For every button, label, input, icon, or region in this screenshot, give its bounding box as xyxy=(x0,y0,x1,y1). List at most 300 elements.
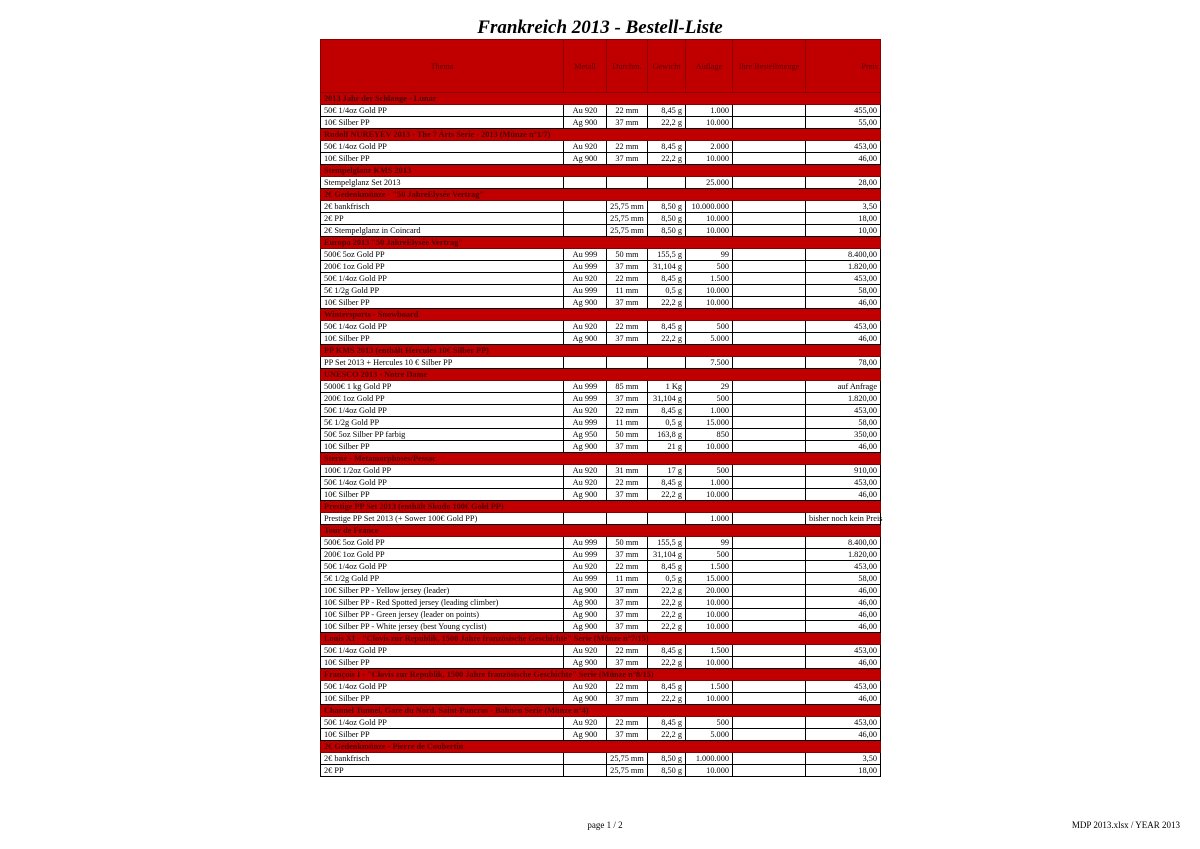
cell-durchmesser: 37 mm xyxy=(607,261,648,273)
cell-durchmesser: 50 mm xyxy=(607,429,648,441)
table-row xyxy=(321,561,881,573)
cell-metall: Au 999 xyxy=(564,381,607,393)
cell-gewicht: 8,50 g xyxy=(648,225,686,237)
cell-durchmesser: 25,75 mm xyxy=(607,765,648,777)
cell-durchmesser: 37 mm xyxy=(607,153,648,165)
table-row xyxy=(321,597,881,609)
cell-gewicht: 22,2 g xyxy=(648,621,686,633)
cell-preis: 28,00 xyxy=(806,177,881,189)
cell-auflage: 20.000 xyxy=(686,585,733,597)
cell-metall: Au 920 xyxy=(564,465,607,477)
cell-gewicht: 8,50 g xyxy=(648,753,686,765)
cell-thema: 10€ Silber PP xyxy=(321,333,564,345)
table-row xyxy=(321,585,881,597)
cell-thema: Prestige PP Set 2013 (+ Sower 100€ Gold PP) xyxy=(321,513,564,525)
cell-bestellmenge xyxy=(733,177,806,189)
table-row xyxy=(321,297,881,309)
cell-metall xyxy=(564,213,607,225)
cell-durchmesser: 25,75 mm xyxy=(607,753,648,765)
cell-gewicht: 8,45 g xyxy=(648,645,686,657)
section-title: 2€ Gedenkmünze - Pierre de Coubertin xyxy=(321,741,881,753)
cell-durchmesser: 22 mm xyxy=(607,273,648,285)
section-header-row xyxy=(321,93,881,105)
cell-thema: 5€ 1/2g Gold PP xyxy=(321,417,564,429)
cell-preis: 8.400,00 xyxy=(806,249,881,261)
cell-preis: 1.820,00 xyxy=(806,549,881,561)
cell-bestellmenge xyxy=(733,537,806,549)
cell-bestellmenge xyxy=(733,465,806,477)
table-row xyxy=(321,225,881,237)
cell-gewicht: 22,2 g xyxy=(648,489,686,501)
table-row xyxy=(321,753,881,765)
cell-preis: 46,00 xyxy=(806,153,881,165)
cell-thema: 50€ 1/4oz Gold PP xyxy=(321,105,564,117)
cell-bestellmenge xyxy=(733,321,806,333)
cell-metall: Au 999 xyxy=(564,573,607,585)
cell-bestellmenge xyxy=(733,357,806,369)
section-header-row xyxy=(321,633,881,645)
cell-gewicht: 0,5 g xyxy=(648,417,686,429)
section-title: Prestige PP Set 2013 (enthält Skudo 100€ Gold PP) xyxy=(321,501,881,513)
header-preis: Preis xyxy=(806,40,881,93)
cell-auflage: 10.000 xyxy=(686,621,733,633)
cell-bestellmenge xyxy=(733,753,806,765)
cell-gewicht xyxy=(648,357,686,369)
cell-preis: 18,00 xyxy=(806,213,881,225)
cell-bestellmenge xyxy=(733,609,806,621)
cell-bestellmenge xyxy=(733,273,806,285)
cell-durchmesser: 22 mm xyxy=(607,105,648,117)
cell-preis: bisher noch kein Preis xyxy=(806,513,881,525)
cell-gewicht: 31,104 g xyxy=(648,393,686,405)
cell-auflage: 500 xyxy=(686,321,733,333)
cell-durchmesser: 11 mm xyxy=(607,285,648,297)
cell-bestellmenge xyxy=(733,729,806,741)
cell-durchmesser: 37 mm xyxy=(607,297,648,309)
cell-auflage: 10.000 xyxy=(686,225,733,237)
cell-preis: 46,00 xyxy=(806,693,881,705)
cell-bestellmenge xyxy=(733,645,806,657)
cell-bestellmenge xyxy=(733,153,806,165)
cell-thema: 10€ Silber PP xyxy=(321,153,564,165)
header-auflage: Auflage xyxy=(686,40,733,93)
cell-gewicht: 21 g xyxy=(648,441,686,453)
cell-metall xyxy=(564,753,607,765)
cell-gewicht: 0,5 g xyxy=(648,285,686,297)
section-header-row xyxy=(321,453,881,465)
cell-thema: 200€ 1oz Gold PP xyxy=(321,261,564,273)
page-title: Frankreich 2013 - Bestell-Liste xyxy=(477,17,723,38)
section-title: Channel Tunnel, Gare du Nord, Saint-Pancras - Bahnen Serie (Münze n°4) xyxy=(321,705,881,717)
cell-metall xyxy=(564,357,607,369)
cell-preis: 18,00 xyxy=(806,765,881,777)
header-gewicht: Gewicht xyxy=(648,40,686,93)
section-header-row xyxy=(321,525,881,537)
cell-auflage: 1.500 xyxy=(686,561,733,573)
cell-metall: Ag 900 xyxy=(564,621,607,633)
cell-thema: 500€ 5oz Gold PP xyxy=(321,249,564,261)
table-row xyxy=(321,441,881,453)
cell-bestellmenge xyxy=(733,405,806,417)
cell-metall xyxy=(564,201,607,213)
cell-durchmesser: 37 mm xyxy=(607,729,648,741)
cell-preis: 46,00 xyxy=(806,441,881,453)
cell-thema: 5€ 1/2g Gold PP xyxy=(321,285,564,297)
table-row xyxy=(321,609,881,621)
cell-gewicht: 8,45 g xyxy=(648,105,686,117)
table-row xyxy=(321,405,881,417)
section-title: Europa 2013 "50 JahreElysée Vertrag" xyxy=(321,237,881,249)
cell-preis: 78,00 xyxy=(806,357,881,369)
cell-auflage: 1.000 xyxy=(686,405,733,417)
cell-metall: Ag 900 xyxy=(564,117,607,129)
section-header-row xyxy=(321,309,881,321)
cell-auflage: 10.000 xyxy=(686,597,733,609)
cell-metall: Ag 900 xyxy=(564,585,607,597)
cell-durchmesser: 37 mm xyxy=(607,549,648,561)
section-header-row xyxy=(321,669,881,681)
cell-metall: Au 920 xyxy=(564,405,607,417)
section-title: Stempelglanz KMS 2013 xyxy=(321,165,881,177)
order-table xyxy=(320,39,881,777)
cell-auflage: 29 xyxy=(686,381,733,393)
cell-bestellmenge xyxy=(733,693,806,705)
cell-gewicht: 8,45 g xyxy=(648,561,686,573)
cell-bestellmenge xyxy=(733,717,806,729)
cell-preis: 453,00 xyxy=(806,561,881,573)
table-row xyxy=(321,429,881,441)
cell-bestellmenge xyxy=(733,393,806,405)
cell-gewicht: 22,2 g xyxy=(648,597,686,609)
cell-preis: 453,00 xyxy=(806,405,881,417)
cell-metall: Au 920 xyxy=(564,273,607,285)
cell-auflage: 1.000 xyxy=(686,477,733,489)
cell-bestellmenge xyxy=(733,249,806,261)
header-thema: Thema xyxy=(321,40,564,93)
table-row xyxy=(321,249,881,261)
table-row xyxy=(321,765,881,777)
cell-durchmesser: 85 mm xyxy=(607,381,648,393)
cell-auflage: 25.000 xyxy=(686,177,733,189)
cell-thema: 10€ Silber PP - Yellow jersey (leader) xyxy=(321,585,564,597)
cell-auflage: 10.000 xyxy=(686,489,733,501)
cell-durchmesser xyxy=(607,513,648,525)
table-row xyxy=(321,645,881,657)
cell-durchmesser: 37 mm xyxy=(607,117,648,129)
table-row xyxy=(321,729,881,741)
cell-gewicht: 8,45 g xyxy=(648,681,686,693)
cell-thema: 50€ 1/4oz Gold PP xyxy=(321,681,564,693)
cell-thema: 10€ Silber PP xyxy=(321,297,564,309)
table-row xyxy=(321,213,881,225)
section-title: 2€ Gedenkmünze - "50 JahreElysée Vertrag" xyxy=(321,189,881,201)
cell-bestellmenge xyxy=(733,657,806,669)
table-row xyxy=(321,333,881,345)
cell-metall: Au 999 xyxy=(564,261,607,273)
cell-auflage: 500 xyxy=(686,393,733,405)
cell-auflage: 10.000 xyxy=(686,117,733,129)
cell-bestellmenge xyxy=(733,585,806,597)
cell-bestellmenge xyxy=(733,681,806,693)
cell-preis: 58,00 xyxy=(806,417,881,429)
cell-bestellmenge xyxy=(733,213,806,225)
cell-thema: 10€ Silber PP xyxy=(321,657,564,669)
cell-gewicht: 22,2 g xyxy=(648,153,686,165)
cell-preis: 1.820,00 xyxy=(806,261,881,273)
cell-metall xyxy=(564,513,607,525)
cell-preis: 910,00 xyxy=(806,465,881,477)
cell-gewicht: 22,2 g xyxy=(648,333,686,345)
table-row xyxy=(321,105,881,117)
cell-bestellmenge xyxy=(733,225,806,237)
cell-auflage: 99 xyxy=(686,249,733,261)
cell-thema: 200€ 1oz Gold PP xyxy=(321,393,564,405)
cell-thema: 50€ 1/4oz Gold PP xyxy=(321,645,564,657)
cell-preis: 8.400,00 xyxy=(806,537,881,549)
table-row xyxy=(321,261,881,273)
cell-bestellmenge xyxy=(733,297,806,309)
cell-gewicht xyxy=(648,513,686,525)
cell-preis: 46,00 xyxy=(806,297,881,309)
cell-metall: Au 920 xyxy=(564,645,607,657)
cell-durchmesser: 11 mm xyxy=(607,417,648,429)
cell-bestellmenge xyxy=(733,261,806,273)
cell-thema: 50€ 1/4oz Gold PP xyxy=(321,477,564,489)
cell-durchmesser: 22 mm xyxy=(607,561,648,573)
cell-preis: 3,50 xyxy=(806,753,881,765)
cell-metall: Ag 950 xyxy=(564,429,607,441)
table-row xyxy=(321,177,881,189)
header-row xyxy=(321,40,881,93)
cell-durchmesser: 22 mm xyxy=(607,477,648,489)
section-title: Louis XI - "Clovis zur Republik, 1500 Jahre französische Geschichte" Serie (Münze n°7/15) xyxy=(321,633,881,645)
cell-durchmesser: 22 mm xyxy=(607,681,648,693)
cell-metall: Au 920 xyxy=(564,321,607,333)
cell-preis: 58,00 xyxy=(806,573,881,585)
cell-durchmesser: 25,75 mm xyxy=(607,225,648,237)
cell-preis: 453,00 xyxy=(806,141,881,153)
table-row xyxy=(321,537,881,549)
cell-durchmesser: 37 mm xyxy=(607,441,648,453)
cell-durchmesser: 11 mm xyxy=(607,573,648,585)
cell-preis: 46,00 xyxy=(806,657,881,669)
cell-gewicht: 8,45 g xyxy=(648,273,686,285)
cell-auflage: 1.000 xyxy=(686,105,733,117)
cell-metall: Au 920 xyxy=(564,105,607,117)
cell-gewicht: 163,8 g xyxy=(648,429,686,441)
table-row xyxy=(321,717,881,729)
cell-metall: Au 920 xyxy=(564,717,607,729)
cell-metall: Ag 900 xyxy=(564,297,607,309)
cell-durchmesser: 37 mm xyxy=(607,657,648,669)
cell-metall: Au 920 xyxy=(564,141,607,153)
cell-thema: 2€ Stempelglanz in Coincard xyxy=(321,225,564,237)
cell-thema: 2€ bankfrisch xyxy=(321,201,564,213)
cell-bestellmenge xyxy=(733,597,806,609)
cell-thema: 10€ Silber PP - Green jersey (leader on points) xyxy=(321,609,564,621)
table-row xyxy=(321,201,881,213)
cell-thema: 50€ 1/4oz Gold PP xyxy=(321,321,564,333)
cell-metall: Ag 900 xyxy=(564,333,607,345)
cell-durchmesser: 37 mm xyxy=(607,585,648,597)
cell-auflage: 15.000 xyxy=(686,417,733,429)
cell-bestellmenge xyxy=(733,549,806,561)
cell-durchmesser: 22 mm xyxy=(607,405,648,417)
cell-auflage: 500 xyxy=(686,717,733,729)
cell-metall: Au 920 xyxy=(564,477,607,489)
cell-gewicht: 8,50 g xyxy=(648,201,686,213)
cell-thema: 10€ Silber PP - White jersey (best Young cyclist) xyxy=(321,621,564,633)
cell-preis: 455,00 xyxy=(806,105,881,117)
cell-preis: 3,50 xyxy=(806,201,881,213)
table-row xyxy=(321,549,881,561)
table-row xyxy=(321,285,881,297)
cell-durchmesser: 37 mm xyxy=(607,597,648,609)
cell-bestellmenge xyxy=(733,477,806,489)
cell-bestellmenge xyxy=(733,513,806,525)
cell-auflage: 2.000 xyxy=(686,141,733,153)
cell-auflage: 5.000 xyxy=(686,333,733,345)
cell-metall: Au 920 xyxy=(564,681,607,693)
cell-metall: Ag 900 xyxy=(564,489,607,501)
section-header-row xyxy=(321,705,881,717)
cell-gewicht: 8,50 g xyxy=(648,765,686,777)
cell-preis: 46,00 xyxy=(806,333,881,345)
cell-gewicht: 155,5 g xyxy=(648,537,686,549)
cell-preis: 55,00 xyxy=(806,117,881,129)
table-row xyxy=(321,573,881,585)
header-metall: Metall xyxy=(564,40,607,93)
section-title: 2013 Jahr der Schlange - Lunar xyxy=(321,93,881,105)
cell-gewicht: 22,2 g xyxy=(648,657,686,669)
cell-auflage: 1.500 xyxy=(686,681,733,693)
cell-auflage: 10.000 xyxy=(686,693,733,705)
cell-metall: Ag 900 xyxy=(564,153,607,165)
cell-metall: Au 999 xyxy=(564,285,607,297)
cell-preis: 46,00 xyxy=(806,489,881,501)
cell-metall: Au 999 xyxy=(564,249,607,261)
cell-gewicht: 22,2 g xyxy=(648,693,686,705)
cell-bestellmenge xyxy=(733,333,806,345)
cell-thema: 100€ 1/2oz Gold PP xyxy=(321,465,564,477)
cell-bestellmenge xyxy=(733,489,806,501)
cell-auflage: 5.000 xyxy=(686,729,733,741)
cell-thema: 5000€ 1 kg Gold PP xyxy=(321,381,564,393)
cell-gewicht: 22,2 g xyxy=(648,117,686,129)
cell-durchmesser: 22 mm xyxy=(607,645,648,657)
header-bestellmenge: Ihre Bestellmenge xyxy=(733,40,806,93)
cell-thema: PP Set 2013 + Hercules 10 € Silber PP xyxy=(321,357,564,369)
table-row xyxy=(321,465,881,477)
cell-auflage: 1.500 xyxy=(686,273,733,285)
cell-preis: 453,00 xyxy=(806,681,881,693)
cell-thema: 5€ 1/2g Gold PP xyxy=(321,573,564,585)
cell-gewicht: 31,104 g xyxy=(648,549,686,561)
cell-thema: 10€ Silber PP xyxy=(321,489,564,501)
section-header-row xyxy=(321,345,881,357)
cell-thema: 2€ bankfrisch xyxy=(321,753,564,765)
cell-gewicht: 22,2 g xyxy=(648,297,686,309)
cell-metall xyxy=(564,765,607,777)
cell-bestellmenge xyxy=(733,381,806,393)
cell-auflage: 15.000 xyxy=(686,573,733,585)
cell-metall: Ag 900 xyxy=(564,441,607,453)
cell-auflage: 10.000 xyxy=(686,765,733,777)
cell-gewicht: 0,5 g xyxy=(648,573,686,585)
cell-auflage: 1.000 xyxy=(686,513,733,525)
cell-durchmesser xyxy=(607,177,648,189)
cell-auflage: 1.000.000 xyxy=(686,753,733,765)
section-title: Sterne - Metamorphoses/Pessac xyxy=(321,453,881,465)
cell-auflage: 7.500 xyxy=(686,357,733,369)
cell-preis: 46,00 xyxy=(806,729,881,741)
cell-preis: 453,00 xyxy=(806,717,881,729)
cell-auflage: 1.500 xyxy=(686,645,733,657)
section-header-row xyxy=(321,237,881,249)
cell-auflage: 10.000 xyxy=(686,609,733,621)
section-title: François I - "Clovis zur Republik, 1500 Jahre französische Geschichte" Serie (Münze n°8/15) xyxy=(321,669,881,681)
table-row xyxy=(321,153,881,165)
cell-auflage: 10.000 xyxy=(686,441,733,453)
table-row xyxy=(321,381,881,393)
cell-auflage: 500 xyxy=(686,261,733,273)
cell-bestellmenge xyxy=(733,141,806,153)
cell-durchmesser: 22 mm xyxy=(607,321,648,333)
cell-auflage: 500 xyxy=(686,465,733,477)
cell-bestellmenge xyxy=(733,117,806,129)
section-title: PP KMS 2013 (enthält Hercules 10€ Silber PP) xyxy=(321,345,881,357)
cell-auflage: 10.000 xyxy=(686,153,733,165)
cell-bestellmenge xyxy=(733,561,806,573)
cell-durchmesser: 22 mm xyxy=(607,717,648,729)
table-row xyxy=(321,513,881,525)
cell-gewicht: 155,5 g xyxy=(648,249,686,261)
table-row xyxy=(321,489,881,501)
cell-auflage: 500 xyxy=(686,549,733,561)
table-row xyxy=(321,141,881,153)
cell-auflage: 10.000.000 xyxy=(686,201,733,213)
cell-bestellmenge xyxy=(733,765,806,777)
table-row xyxy=(321,357,881,369)
cell-thema: 50€ 1/4oz Gold PP xyxy=(321,561,564,573)
table-row xyxy=(321,681,881,693)
cell-metall: Ag 900 xyxy=(564,597,607,609)
section-header-row xyxy=(321,741,881,753)
cell-preis: 46,00 xyxy=(806,585,881,597)
table-row xyxy=(321,693,881,705)
cell-durchmesser: 37 mm xyxy=(607,333,648,345)
section-title: Rudolf NUREYEV 2013 - The 7 Arts Serie - 2013 (Münze n°1/7) xyxy=(321,129,881,141)
cell-auflage: 850 xyxy=(686,429,733,441)
cell-metall xyxy=(564,225,607,237)
cell-preis: auf Anfrage xyxy=(806,381,881,393)
section-title: Tour de France xyxy=(321,525,881,537)
cell-gewicht: 31,104 g xyxy=(648,261,686,273)
cell-bestellmenge xyxy=(733,573,806,585)
cell-preis: 46,00 xyxy=(806,597,881,609)
cell-bestellmenge xyxy=(733,429,806,441)
cell-preis: 453,00 xyxy=(806,645,881,657)
cell-durchmesser: 22 mm xyxy=(607,141,648,153)
cell-gewicht: 1 Kg xyxy=(648,381,686,393)
cell-thema: 10€ Silber PP xyxy=(321,441,564,453)
cell-thema: Stempelglanz Set 2013 xyxy=(321,177,564,189)
cell-gewicht xyxy=(648,177,686,189)
cell-bestellmenge xyxy=(733,417,806,429)
section-title: UNESCO 2013 - Notre Dame xyxy=(321,369,881,381)
section-header-row xyxy=(321,165,881,177)
cell-thema: 50€ 1/4oz Gold PP xyxy=(321,717,564,729)
